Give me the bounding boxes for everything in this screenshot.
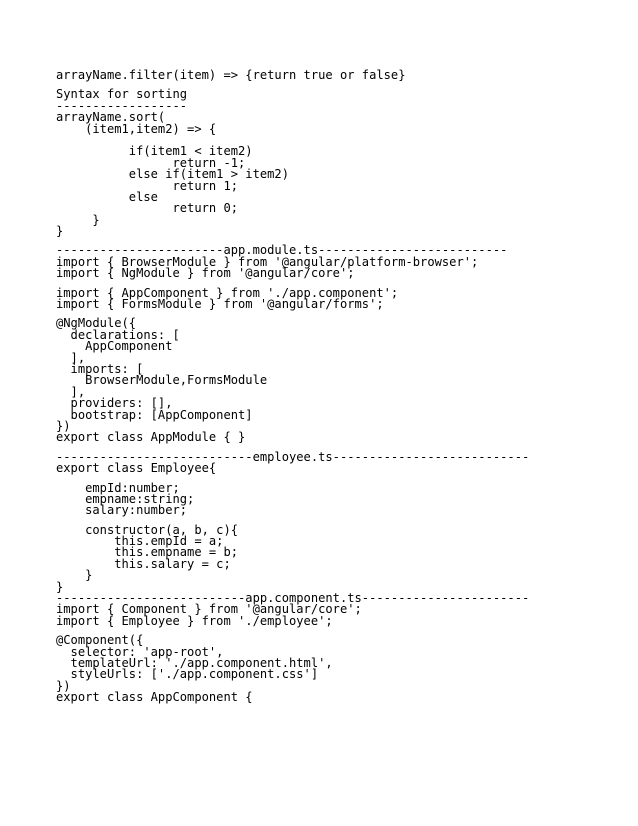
code-line: return 0; [56, 201, 239, 216]
code-line: } [56, 224, 64, 239]
code-block [56, 285, 616, 312]
code-line: empId:number; [56, 480, 180, 495]
code-line: import { NgModule } from '@angular/core'; [56, 266, 355, 281]
code-line: this.empname = b; [56, 545, 239, 560]
code-block [56, 480, 616, 518]
code-line: styleUrls: ['./app.component.css'] [56, 667, 319, 682]
code-block [56, 449, 616, 476]
code-line: imports: [ [56, 361, 144, 376]
code-line: selector: 'app-root', [56, 644, 224, 659]
code-line: return 1; [56, 178, 239, 193]
code-line: ---------------------------employee.ts--------------------------- [56, 449, 530, 464]
code-block [56, 522, 616, 628]
code-line: arrayName.filter(item) => {return true or false} [56, 68, 406, 82]
code-line: -----------------------app.module.ts-------------------------- [56, 243, 508, 258]
code-line: constructor(a, b, c){ [56, 522, 239, 537]
code-block [56, 89, 616, 237]
code-block [56, 635, 616, 703]
code-line: import { FormsModule } from '@angular/forms'; [56, 297, 384, 312]
code-line: providers: [], [56, 396, 173, 411]
code-line: else if(item1 > item2) [56, 167, 289, 182]
code-line: import { Component } from '@angular/core'; [56, 602, 362, 617]
code-line: } [56, 568, 93, 583]
code-line: } [56, 212, 100, 227]
code-line: arrayName.sort( [56, 110, 166, 125]
code-line: export class AppModule { } [56, 430, 246, 445]
code-line: } [56, 579, 64, 594]
code-document [56, 70, 616, 704]
code-line: else [56, 189, 158, 204]
code-line: empname:string; [56, 491, 195, 506]
code-line: (item1,item2) => { [56, 121, 217, 136]
code-line: }) [56, 678, 71, 693]
code-line: export class AppComponent { [56, 690, 253, 705]
code-block [56, 245, 616, 279]
code-line: declarations: [ [56, 327, 180, 342]
code-block [56, 318, 616, 443]
code-line: @Component({ [56, 633, 144, 648]
code-line: import { AppComponent } from './app.component'; [56, 285, 399, 300]
code-line: this.empId = a; [56, 534, 224, 549]
code-line: bootstrap: [AppComponent] [56, 407, 253, 422]
code-line: AppComponent [56, 339, 173, 354]
code-block [56, 70, 616, 81]
code-line: this.salary = c; [56, 556, 231, 571]
code-line: ------------------ [56, 98, 188, 113]
code-line: BrowserModule,FormsModule [56, 373, 268, 388]
code-line: --------------------------app.component.ts----------------------- [56, 591, 530, 606]
code-line: if(item1 < item2) [56, 144, 253, 159]
code-line: import { BrowserModule } from '@angular/platform-browser'; [56, 254, 479, 269]
code-line: ], [56, 350, 86, 365]
code-line: templateUrl: './app.component.html', [56, 655, 333, 670]
code-line: return -1; [56, 155, 246, 170]
code-line: salary:number; [56, 503, 188, 518]
code-line: import { Employee } from './employee'; [56, 613, 333, 628]
code-line: ], [56, 384, 86, 399]
code-line: }) [56, 418, 71, 433]
code-line: export class Employee{ [56, 461, 217, 476]
block-separator [56, 310, 616, 318]
code-line: Syntax for sorting [56, 87, 188, 102]
code-line: @NgModule({ [56, 316, 137, 331]
